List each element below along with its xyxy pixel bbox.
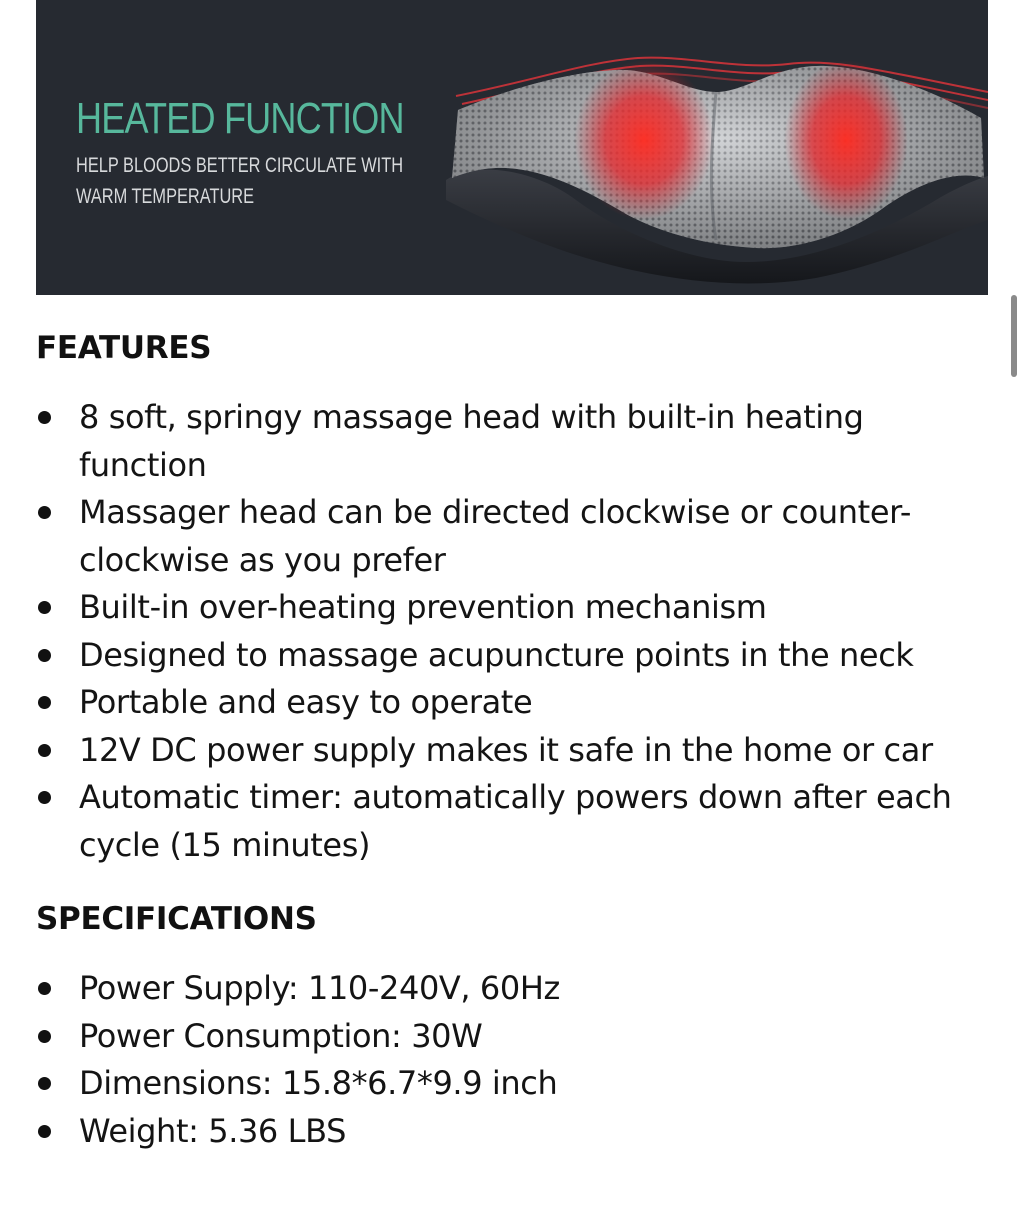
list-item: [36, 394, 996, 489]
list-item: [36, 679, 996, 727]
product-details: [36, 318, 996, 1155]
banner-subtitle-line-2: WARM TEMPERATURE: [76, 185, 255, 208]
list-item: [36, 965, 996, 1013]
list-item: [36, 774, 996, 869]
bullet-icon: [38, 744, 51, 757]
bullet-icon: [38, 1077, 51, 1090]
list-item: [36, 584, 996, 632]
feature-text: 12V DC power supply makes it safe in the home or car: [79, 730, 933, 769]
feature-text: Designed to massage acupuncture points in the neck: [79, 635, 914, 674]
banner-title: HEATED FUNCTION: [76, 94, 404, 143]
bullet-icon: [38, 411, 51, 424]
banner-text: [76, 92, 495, 212]
feature-text: Automatic timer: automatically powers down after each cycle (15 minutes): [79, 778, 952, 864]
banner-subtitle-line-1: HELP BLOODS BETTER CIRCULATE WITH: [76, 154, 404, 177]
feature-text: 8 soft, springy massage head with built-in heating function: [79, 398, 864, 484]
list-item: [36, 1013, 996, 1061]
spec-text: Power Supply: 110-240V, 60Hz: [79, 969, 560, 1007]
feature-text: Portable and easy to operate: [79, 683, 533, 721]
bullet-icon: [38, 506, 51, 519]
bullet-icon: [38, 791, 51, 804]
spec-text: Dimensions: 15.8*6.7*9.9 inch: [79, 1064, 558, 1102]
bullet-icon: [38, 982, 51, 995]
list-item: [36, 632, 996, 680]
list-item: [36, 727, 996, 775]
specifications-list: [36, 965, 996, 1155]
list-item: [36, 489, 996, 584]
list-item: [36, 1060, 996, 1108]
features-heading: FEATURES: [36, 330, 212, 366]
list-item: [36, 1108, 996, 1156]
heated-function-banner: [36, 0, 988, 295]
features-list: [36, 394, 996, 869]
feature-text: Built-in over-heating prevention mechanism: [79, 588, 767, 626]
spec-text: Power Consumption: 30W: [79, 1016, 483, 1055]
neck-massager-image: [416, 0, 988, 295]
bullet-icon: [38, 696, 51, 709]
specifications-heading: SPECIFICATIONS: [36, 901, 317, 937]
bullet-icon: [38, 601, 51, 614]
feature-text: Massager head can be directed clockwise or counter-clockwise as you prefer: [79, 493, 911, 579]
bullet-icon: [38, 1030, 51, 1043]
scrollbar[interactable]: [1011, 295, 1017, 377]
spec-text: Weight: 5.36 LBS: [79, 1111, 346, 1150]
bullet-icon: [38, 1125, 51, 1138]
bullet-icon: [38, 649, 51, 662]
